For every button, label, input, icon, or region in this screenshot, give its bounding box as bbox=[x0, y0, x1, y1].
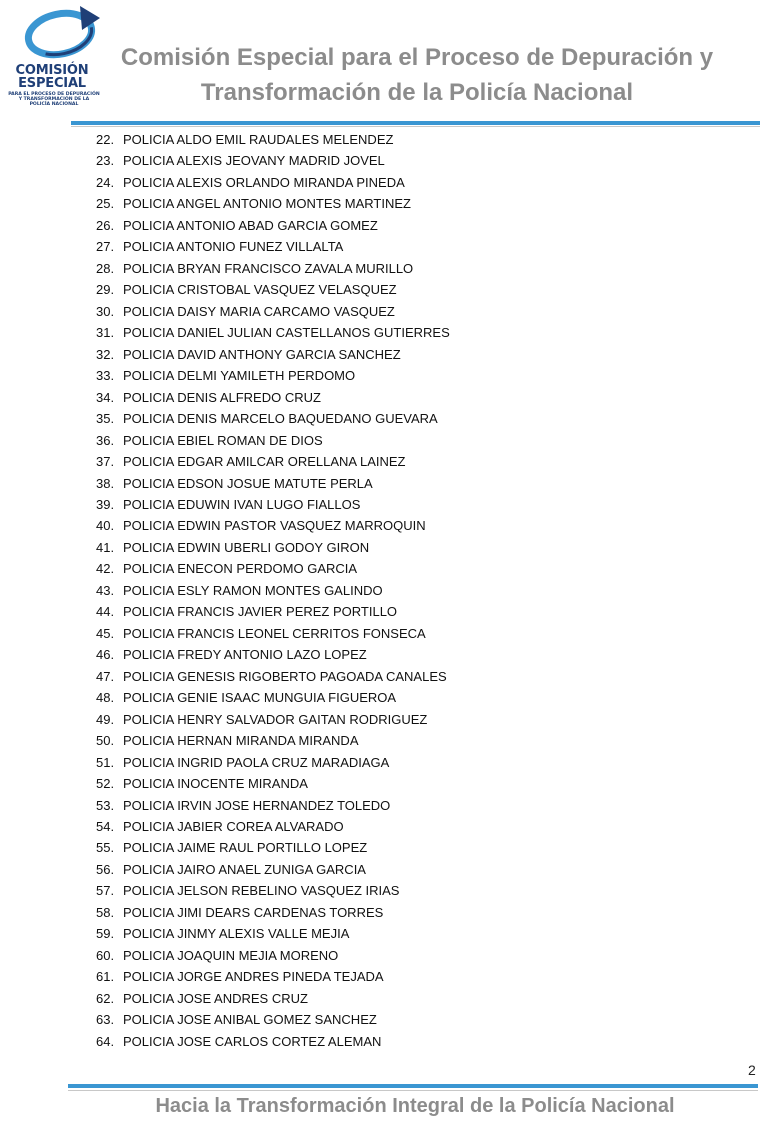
list-item bbox=[96, 623, 450, 644]
list-item-number: 40. bbox=[96, 518, 115, 534]
list-item-text: POLICIA JOSE CARLOS CORTEZ ALEMAN bbox=[123, 1033, 382, 1049]
list-item bbox=[96, 387, 450, 408]
page-number: 2 bbox=[748, 1062, 756, 1078]
list-item-number: 44. bbox=[96, 604, 115, 620]
list-item-text: POLICIA DENIS MARCELO BAQUEDANO GUEVARA bbox=[123, 411, 438, 427]
list-item-text: POLICIA JOAQUIN MEJIA MORENO bbox=[123, 947, 339, 963]
list-item-number: 42. bbox=[96, 561, 115, 577]
list-item bbox=[96, 430, 450, 451]
list-item bbox=[96, 945, 450, 966]
list-item-number: 32. bbox=[96, 346, 115, 362]
header-title-line1: Comisión Especial para el Proceso de Depuración y bbox=[120, 44, 714, 71]
page-header-title bbox=[112, 40, 722, 110]
list-item bbox=[96, 279, 450, 300]
list-item bbox=[96, 752, 450, 773]
list-item-number: 53. bbox=[96, 797, 115, 813]
list-item-text: POLICIA JAIRO ANAEL ZUNIGA GARCIA bbox=[123, 861, 366, 877]
header-divider bbox=[71, 121, 760, 125]
list-item-number: 26. bbox=[96, 217, 115, 233]
list-item-text: POLICIA HERNAN MIRANDA MIRANDA bbox=[123, 733, 359, 749]
logo-subtitle-line2: Y TRANSFORMACIÓN DE LA bbox=[18, 97, 90, 103]
list-item bbox=[96, 709, 450, 730]
list-item-number: 28. bbox=[96, 260, 115, 276]
list-item bbox=[96, 473, 450, 494]
list-item bbox=[96, 129, 450, 150]
list-item-number: 54. bbox=[96, 819, 115, 834]
list-item bbox=[96, 301, 450, 322]
logo-title bbox=[4, 64, 100, 90]
list-item-text: POLICIA INOCENTE MIRANDA bbox=[123, 776, 308, 792]
list-item-number: 45. bbox=[96, 625, 115, 641]
list-item-text: POLICIA GENIE ISAAC MUNGUIA FIGUEROA bbox=[123, 690, 397, 706]
list-item-number: 55. bbox=[96, 840, 115, 856]
list-item-number: 22. bbox=[96, 132, 115, 147]
list-item-text: POLICIA ALDO EMIL RAUDALES MELENDEZ bbox=[123, 132, 394, 147]
list-item bbox=[96, 966, 450, 987]
list-item bbox=[96, 988, 450, 1009]
list-item bbox=[96, 580, 450, 601]
list-item bbox=[96, 795, 450, 816]
list-item bbox=[96, 902, 450, 923]
list-item-number: 35. bbox=[96, 411, 115, 427]
list-item bbox=[96, 515, 450, 536]
list-item bbox=[96, 859, 450, 880]
list-item-number: 60. bbox=[96, 947, 115, 963]
list-item bbox=[96, 344, 450, 365]
list-item-text: POLICIA EBIEL ROMAN DE DIOS bbox=[123, 432, 323, 448]
list-item-number: 43. bbox=[96, 582, 115, 598]
list-item-number: 51. bbox=[96, 754, 115, 770]
list-item-text: POLICIA GENESIS RIGOBERTO PAGOADA CANALES bbox=[123, 668, 447, 684]
list-item-text: POLICIA DANIEL JULIAN CASTELLANOS GUTIERRES bbox=[123, 325, 450, 341]
list-item-text: POLICIA DENIS ALFREDO CRUZ bbox=[123, 389, 321, 405]
list-item-text: POLICIA JOSE ANIBAL GOMEZ SANCHEZ bbox=[123, 1012, 377, 1028]
list-item bbox=[96, 236, 450, 257]
list-item bbox=[96, 880, 450, 901]
arrow-ring-icon bbox=[22, 4, 102, 62]
list-item-number: 31. bbox=[96, 325, 115, 341]
list-item-number: 33. bbox=[96, 368, 115, 384]
logo-subtitle bbox=[4, 92, 104, 108]
list-item bbox=[96, 666, 450, 687]
list-item bbox=[96, 601, 450, 622]
list-item-text: POLICIA IRVIN JOSE HERNANDEZ TOLEDO bbox=[123, 797, 391, 813]
logo-title-line1: COMISIÓN bbox=[15, 63, 89, 78]
list-item-number: 50. bbox=[96, 733, 115, 749]
list-item-number: 64. bbox=[96, 1033, 115, 1049]
footer-text: Hacia la Transformación Integral de la Policía Nacional bbox=[155, 1095, 675, 1117]
list-item-text: POLICIA CRISTOBAL VASQUEZ VELASQUEZ bbox=[123, 282, 397, 298]
list-item-text: POLICIA HENRY SALVADOR GAITAN RODRIGUEZ bbox=[123, 711, 428, 727]
list-item-text: POLICIA FRANCIS JAVIER PEREZ PORTILLO bbox=[123, 604, 398, 620]
list-item-text: POLICIA ANTONIO FUNEZ VILLALTA bbox=[123, 239, 344, 255]
list-item bbox=[96, 408, 450, 429]
logo-subtitle-line3: POLICÍA NACIONAL bbox=[29, 102, 79, 108]
list-item-text: POLICIA EDGAR AMILCAR ORELLANA LAINEZ bbox=[123, 454, 406, 470]
list-item-number: 34. bbox=[96, 389, 115, 405]
list-item-text: POLICIA JABIER COREA ALVARADO bbox=[123, 819, 344, 834]
list-item bbox=[96, 215, 450, 236]
list-item bbox=[96, 150, 450, 171]
list-item bbox=[96, 730, 450, 751]
list-item bbox=[96, 172, 450, 193]
list-item-number: 36. bbox=[96, 432, 115, 448]
list-item-number: 29. bbox=[96, 282, 115, 298]
list-item-number: 56. bbox=[96, 861, 115, 877]
officer-list bbox=[96, 129, 450, 1052]
list-item-text: POLICIA JINMY ALEXIS VALLE MEJIA bbox=[123, 926, 350, 942]
list-item bbox=[96, 451, 450, 472]
logo-subtitle-line1: PARA EL PROCESO DE DEPURACIÓN bbox=[8, 92, 100, 97]
logo-title-line2: ESPECIAL bbox=[18, 76, 86, 91]
list-item-text: POLICIA ALEXIS JEOVANY MADRID JOVEL bbox=[123, 153, 385, 169]
list-item-number: 63. bbox=[96, 1012, 115, 1028]
list-item-number: 30. bbox=[96, 303, 115, 319]
list-item bbox=[96, 1009, 450, 1030]
list-item-number: 61. bbox=[96, 969, 115, 985]
list-item bbox=[96, 837, 450, 858]
list-item-text: POLICIA BRYAN FRANCISCO ZAVALA MURILLO bbox=[123, 260, 414, 276]
list-item-number: 25. bbox=[96, 196, 115, 212]
list-item-number: 59. bbox=[96, 926, 115, 942]
list-item-text: POLICIA JAIME RAUL PORTILLO LOPEZ bbox=[123, 840, 368, 856]
list-item-text: POLICIA FRANCIS LEONEL CERRITOS FONSECA bbox=[123, 625, 426, 641]
list-item-number: 38. bbox=[96, 475, 115, 491]
list-item-number: 37. bbox=[96, 454, 115, 470]
list-item-text: POLICIA ENECON PERDOMO GARCIA bbox=[123, 561, 358, 577]
list-item bbox=[96, 558, 450, 579]
commission-logo bbox=[4, 4, 112, 116]
list-item bbox=[96, 923, 450, 944]
list-item bbox=[96, 687, 450, 708]
list-item bbox=[96, 322, 450, 343]
list-item-text: POLICIA EDSON JOSUE MATUTE PERLA bbox=[123, 475, 373, 491]
list-item-number: 27. bbox=[96, 239, 115, 255]
list-item-text: POLICIA FREDY ANTONIO LAZO LOPEZ bbox=[123, 647, 367, 663]
list-item-number: 41. bbox=[96, 539, 115, 555]
list-item-number: 58. bbox=[96, 904, 115, 920]
list-item bbox=[96, 644, 450, 665]
list-item-number: 39. bbox=[96, 496, 115, 512]
list-item-text: POLICIA ANTONIO ABAD GARCIA GOMEZ bbox=[123, 217, 378, 233]
footer-divider bbox=[68, 1084, 758, 1088]
list-item bbox=[96, 258, 450, 279]
header-title-line2: Transformación de la Policía Nacional bbox=[200, 79, 634, 106]
list-item-text: POLICIA ANGEL ANTONIO MONTES MARTINEZ bbox=[123, 196, 411, 212]
list-item bbox=[96, 816, 450, 837]
list-item-number: 49. bbox=[96, 711, 115, 727]
list-item-number: 46. bbox=[96, 647, 115, 663]
list-item bbox=[96, 494, 450, 515]
list-item-text: POLICIA EDWIN PASTOR VASQUEZ MARROQUIN bbox=[123, 518, 426, 534]
list-item-number: 57. bbox=[96, 883, 115, 899]
list-item-text: POLICIA ESLY RAMON MONTES GALINDO bbox=[123, 582, 383, 598]
list-item-number: 47. bbox=[96, 668, 115, 684]
list-item-text: POLICIA EDWIN UBERLI GODOY GIRON bbox=[123, 539, 370, 555]
list-item-number: 48. bbox=[96, 690, 115, 706]
list-item-number: 23. bbox=[96, 153, 115, 169]
list-item bbox=[96, 537, 450, 558]
list-item-text: POLICIA JIMI DEARS CARDENAS TORRES bbox=[123, 904, 384, 920]
list-item bbox=[96, 1031, 450, 1052]
list-item-number: 52. bbox=[96, 776, 115, 792]
list-item-text: POLICIA DELMI YAMILETH PERDOMO bbox=[123, 368, 356, 384]
list-item-text: POLICIA INGRID PAOLA CRUZ MARADIAGA bbox=[123, 754, 390, 770]
list-item-text: POLICIA ALEXIS ORLANDO MIRANDA PINEDA bbox=[123, 174, 405, 190]
list-item-text: POLICIA EDUWIN IVAN LUGO FIALLOS bbox=[123, 496, 361, 512]
list-item bbox=[96, 365, 450, 386]
list-item-number: 24. bbox=[96, 174, 115, 190]
list-item-text: POLICIA JELSON REBELINO VASQUEZ IRIAS bbox=[123, 883, 400, 899]
list-item-number: 62. bbox=[96, 990, 115, 1006]
list-item-text: POLICIA JOSE ANDRES CRUZ bbox=[123, 990, 308, 1006]
list-item bbox=[96, 773, 450, 794]
list-item-text: POLICIA JORGE ANDRES PINEDA TEJADA bbox=[123, 969, 384, 985]
list-item bbox=[96, 193, 450, 214]
list-item-text: POLICIA DAISY MARIA CARCAMO VASQUEZ bbox=[123, 303, 395, 319]
list-item-text: POLICIA DAVID ANTHONY GARCIA SANCHEZ bbox=[123, 346, 401, 362]
